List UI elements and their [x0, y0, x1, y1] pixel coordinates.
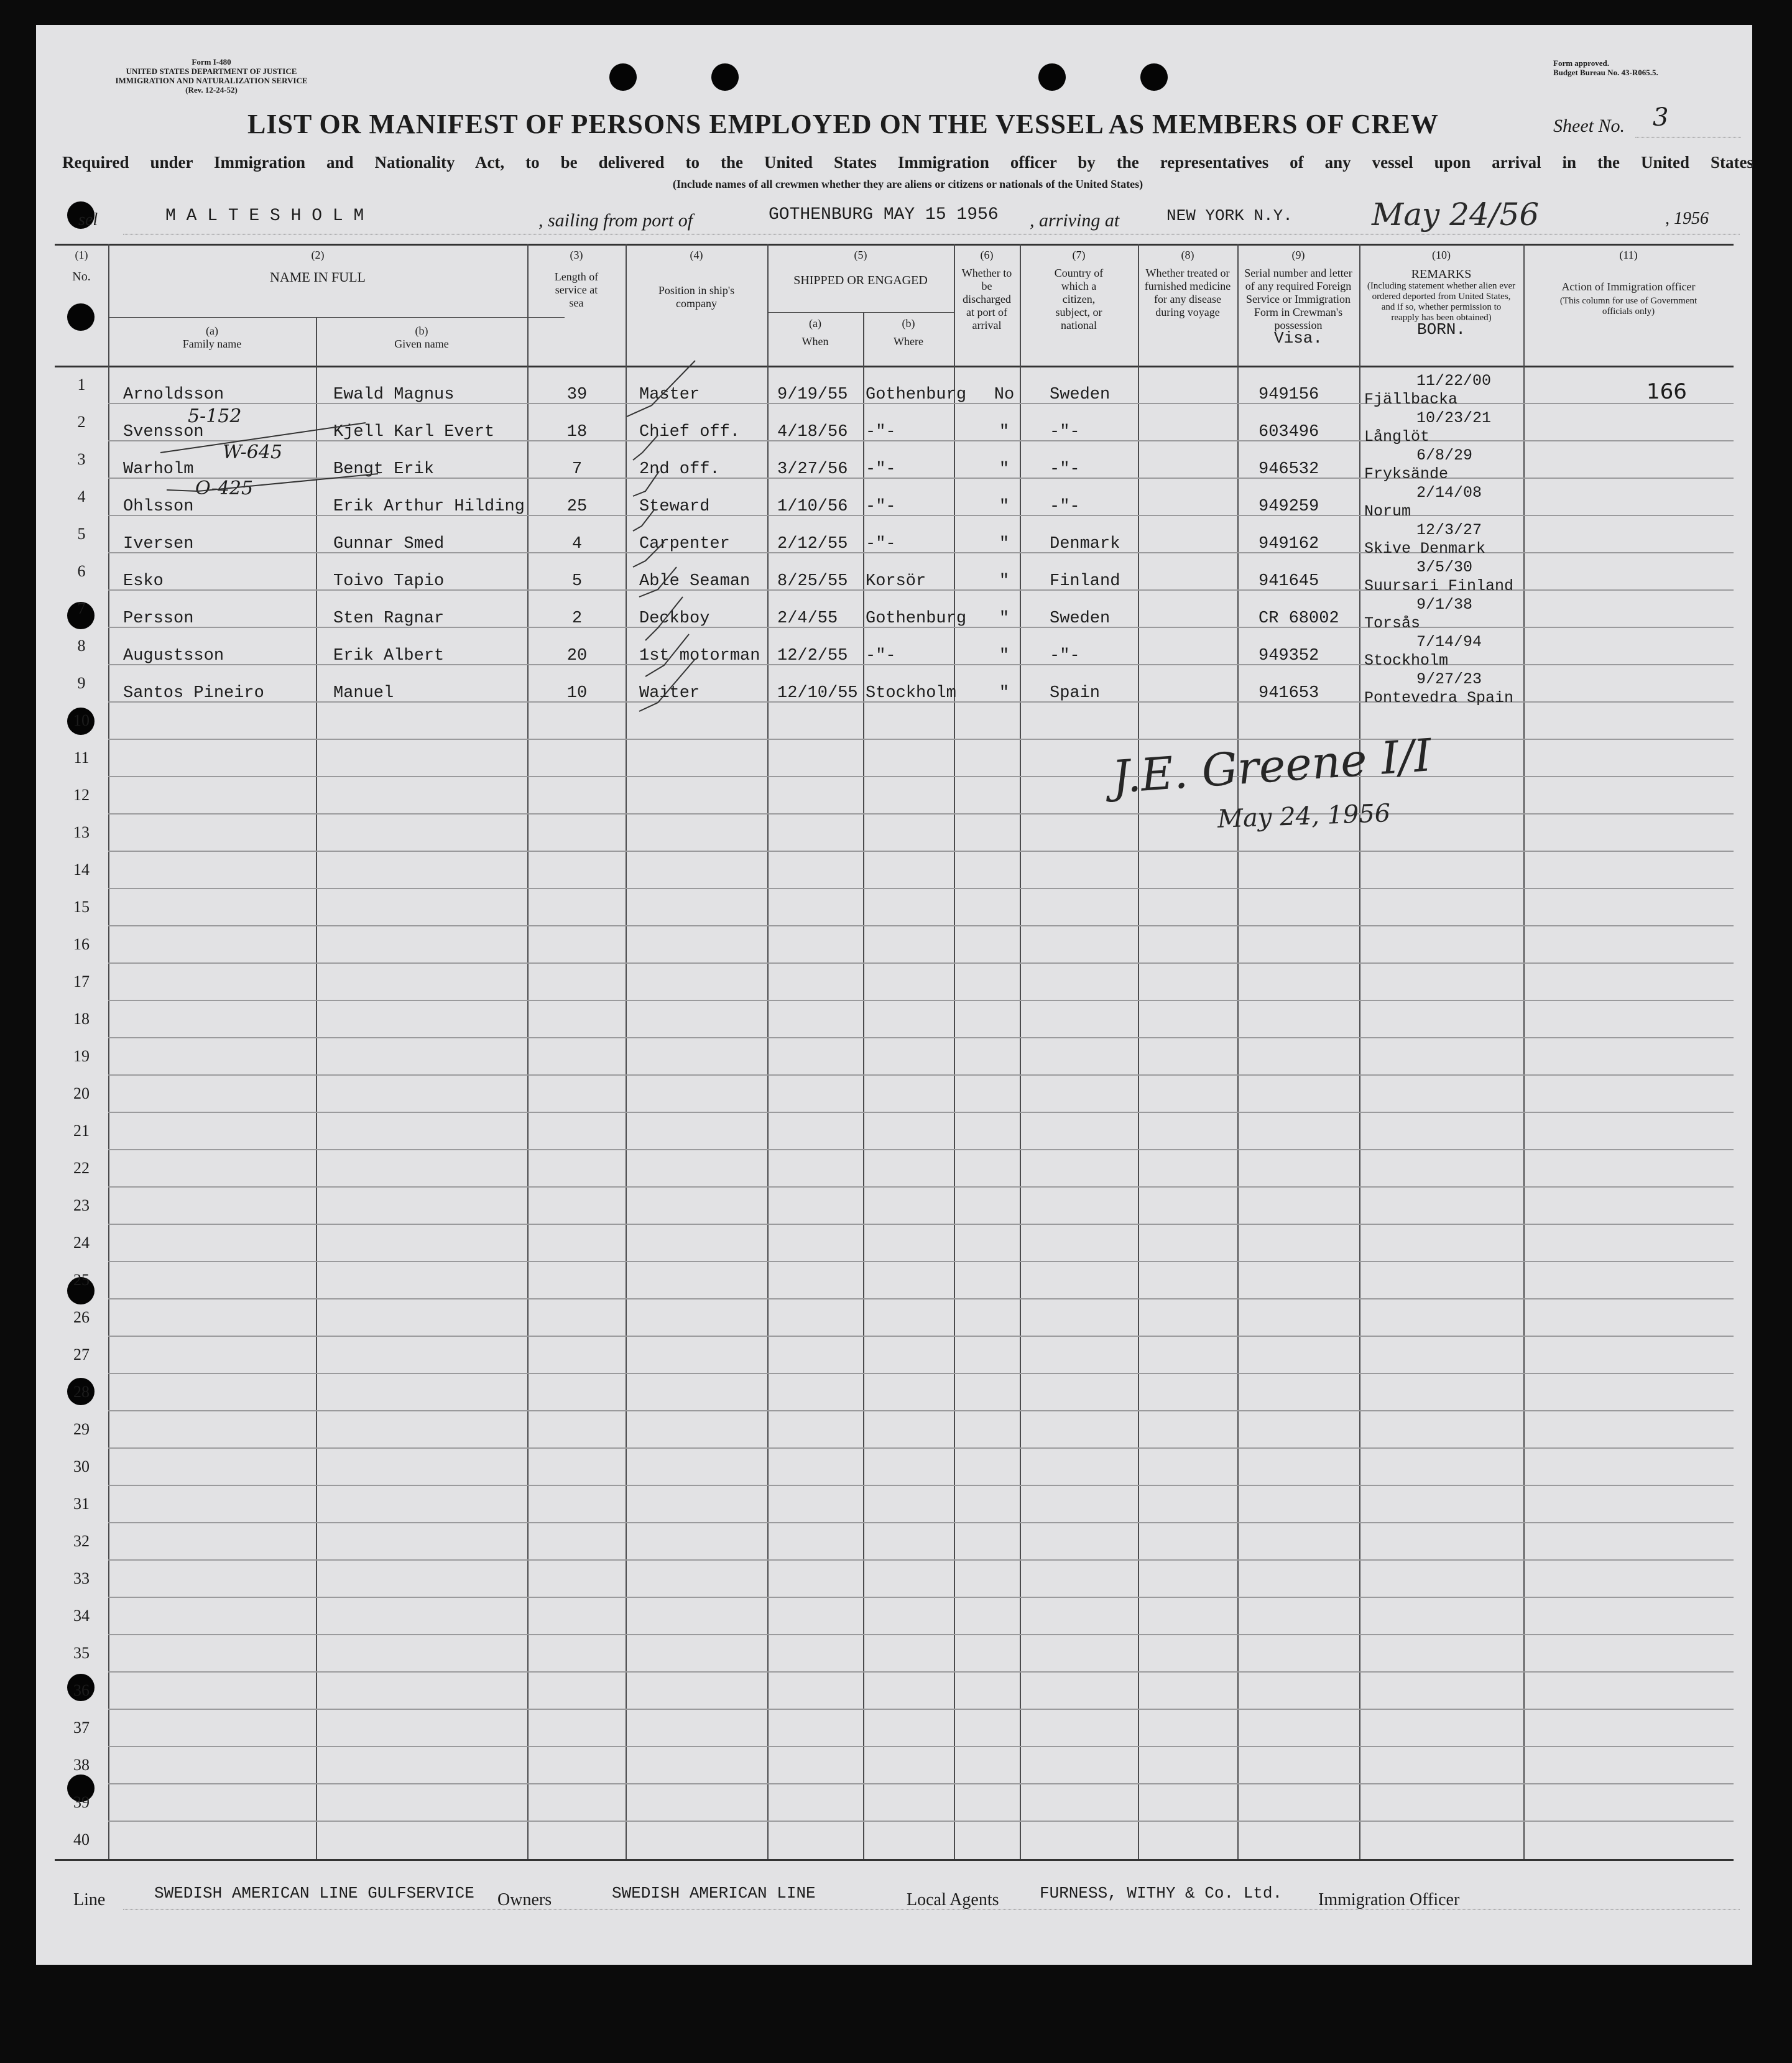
check-mark: [639, 659, 695, 711]
row-number: 31: [73, 1495, 90, 1513]
row-rule: [108, 1746, 1734, 1747]
row-number: 29: [73, 1420, 90, 1438]
column-rule: [527, 244, 529, 1859]
row-rule: [108, 962, 1734, 964]
agents-value: FURNESS, WITHY & Co. Ltd.: [1040, 1884, 1283, 1903]
check-marks: [614, 336, 739, 721]
col2-number: (2): [311, 249, 325, 261]
col2b-header: [316, 325, 527, 351]
column-rule: [316, 317, 317, 1859]
hand-strokes: [154, 404, 378, 504]
family-name: Svensson: [123, 423, 204, 441]
col4-header: [626, 249, 767, 310]
given-name: Sten Ragnar: [333, 609, 445, 628]
arriving-label: , arriving at: [1030, 210, 1120, 231]
country: Spain: [1050, 684, 1101, 703]
row-rule: [108, 1709, 1734, 1710]
given-name: Gunnar Smed: [333, 535, 445, 553]
hand-annotation-row2: 5-152: [188, 405, 242, 427]
check-mark: [633, 435, 658, 460]
row-number: 36: [73, 1681, 90, 1699]
table-header-rule: [55, 366, 1734, 367]
row-number: 5: [77, 525, 86, 543]
col1-header: [55, 249, 108, 284]
approval-block: [1553, 58, 1740, 77]
line-value: SWEDISH AMERICAN LINE GULFSERVICE: [154, 1884, 474, 1903]
col10-number: (10): [1432, 249, 1451, 261]
row-rule: [108, 851, 1734, 852]
shipped-when: 2/12/55: [777, 535, 848, 553]
row-number: 19: [73, 1047, 90, 1065]
col3-header: [527, 249, 626, 310]
row-number: 17: [73, 972, 90, 990]
officer-signature: J.E. Greene I/I: [1110, 729, 1433, 803]
discharged: ": [999, 609, 1010, 628]
table-bottom-rule: [55, 1859, 1734, 1861]
discharged: No: [994, 385, 1015, 404]
col7-header: [1020, 249, 1138, 332]
hand-stroke: [160, 423, 366, 453]
service-length: 2: [571, 609, 583, 628]
shipped-when: 4/18/56: [777, 423, 848, 441]
row-rule: [108, 1522, 1734, 1523]
col1-number: (1): [75, 249, 88, 261]
check-mark: [633, 471, 659, 496]
discharged: ": [999, 460, 1010, 479]
signature-date: May 24, 1956: [1217, 799, 1391, 834]
sailing-label: , sailing from port of: [538, 210, 693, 231]
row-number: 24: [73, 1234, 90, 1252]
vessel-label: sel: [78, 210, 98, 229]
discharged: ": [999, 497, 1010, 516]
row-rule: [108, 1186, 1734, 1188]
discharged: ": [999, 684, 1010, 703]
check-mark: [633, 542, 664, 567]
row-rule: [108, 1074, 1734, 1076]
col2a-number: (a): [206, 325, 218, 337]
col11-number: (11): [1619, 249, 1638, 261]
row-rule: [108, 1037, 1734, 1038]
shipped-when: 8/25/55: [777, 572, 848, 591]
arrival-date-handwritten: May 24/56: [1372, 196, 1540, 233]
position: Carpenter: [639, 535, 730, 553]
visa-serial: 949259: [1259, 497, 1319, 516]
col11-header: [1523, 249, 1734, 317]
form-approved: Form approved.: [1553, 58, 1610, 68]
col3-number: (3): [570, 249, 583, 261]
page-title: LIST OR MANIFEST OF PERSONS EMPLOYED ON THE VESSEL AS MEMBERS OF CREW: [247, 109, 1439, 139]
row-rule: [108, 1373, 1734, 1374]
row-number: 23: [73, 1196, 90, 1214]
punch-hole: [1038, 63, 1066, 91]
family-name: Esko: [123, 572, 164, 591]
service-length: 18: [566, 423, 588, 441]
manifest-sheet: [36, 25, 1752, 1965]
country: -"-: [1050, 647, 1080, 665]
position: 2nd off.: [639, 460, 720, 479]
row-number: 28: [73, 1383, 90, 1401]
subtitle: Required under Immigration and Nationality Act, to be delivered to the United States Immigration officer by the representatives of any vessel upon arrival in the United States: [62, 153, 1753, 172]
check-mark: [639, 567, 677, 597]
col7-number: (7): [1072, 249, 1086, 261]
born-date: 12/3/27: [1416, 521, 1482, 539]
col5-header: [767, 249, 954, 287]
arriving-port: NEW YORK N.Y.: [1166, 206, 1293, 225]
born-place: Skive Denmark: [1364, 540, 1486, 558]
col4-number: (4): [690, 249, 703, 261]
position: Steward: [639, 497, 710, 516]
visa-serial: 949352: [1259, 647, 1319, 665]
row-number: 40: [73, 1830, 90, 1848]
row-rule: [108, 1112, 1734, 1113]
col2a-label: Family name: [182, 338, 242, 350]
col6-number: (6): [980, 249, 994, 261]
form-department: UNITED STATES DEPARTMENT OF JUSTICE: [126, 67, 297, 76]
check-mark: [645, 634, 689, 676]
col1-label: No.: [72, 270, 91, 284]
punch-hole: [67, 303, 95, 331]
row-rule: [108, 1224, 1734, 1225]
visa-serial: 941653: [1259, 684, 1319, 703]
shipped-where: -"-: [866, 535, 896, 553]
form-number: Form I-480: [192, 57, 231, 67]
shipped-where: Gothenburg: [866, 385, 967, 404]
year-label: , 1956: [1665, 209, 1709, 228]
col6-label: Whether to be discharged at port of arrival: [961, 267, 1012, 331]
col5b-number: (b): [902, 317, 915, 330]
row-rule: [108, 1671, 1734, 1673]
row-number: 38: [73, 1756, 90, 1774]
shipped-where: Stockholm: [866, 684, 956, 703]
row-number: 10: [73, 711, 90, 729]
born-place: Pontevedra Spain: [1364, 689, 1514, 707]
row-number: 11: [73, 749, 90, 767]
row-rule: [108, 1559, 1734, 1561]
service-length: 4: [571, 535, 583, 553]
family-name: Santos Pineiro: [123, 684, 264, 703]
shipped-where: -"-: [866, 460, 896, 479]
visa-serial: 949162: [1259, 535, 1319, 553]
immigration-officer-label: Immigration Officer: [1318, 1890, 1460, 1909]
country: Finland: [1050, 572, 1120, 591]
service-length: 39: [566, 385, 588, 404]
row-number: 27: [73, 1345, 90, 1364]
shipped-where: Gothenburg: [866, 609, 967, 628]
born-date: 9/27/23: [1416, 670, 1482, 688]
hand-annotation-row4: O-425: [195, 478, 254, 499]
col9-label: Serial number and letter of any required Foreign Service or Immigration Form in Crewman's possession: [1244, 267, 1352, 331]
position: Able Seaman: [639, 572, 751, 591]
given-name: Kjell Karl Evert: [333, 423, 495, 441]
row-rule: [108, 813, 1734, 815]
row-number: 25: [73, 1271, 90, 1289]
born-date: 11/22/00: [1416, 372, 1492, 390]
row-rule: [108, 1485, 1734, 1486]
discharged: ": [999, 572, 1010, 591]
check-mark: [633, 510, 654, 531]
row-rule: [108, 1000, 1734, 1001]
col11-note: (This column for use of Government officials only): [1559, 296, 1697, 316]
given-name: Erik Arthur Hilding: [333, 497, 525, 516]
col10-header: [1359, 249, 1523, 339]
country: -"-: [1050, 423, 1080, 441]
discharged: ": [999, 535, 1010, 553]
shipped-when: 1/10/56: [777, 497, 848, 516]
visa-serial: 941645: [1259, 572, 1319, 591]
vessel-name: M A L T E S H O L M: [165, 206, 364, 226]
position: 1st motorman: [639, 647, 760, 665]
column-rule: [863, 312, 864, 1859]
row-number: 37: [73, 1719, 90, 1737]
hand-annotation-row3: W-645: [223, 441, 283, 463]
check-mark: [645, 597, 683, 640]
country: -"-: [1050, 497, 1080, 516]
owners-value: SWEDISH AMERICAN LINE: [612, 1884, 816, 1903]
owners-label: Owners: [497, 1890, 552, 1909]
line-label: Line: [73, 1890, 106, 1909]
col2-label: NAME IN FULL: [270, 269, 366, 285]
hand-stroke: [167, 474, 378, 491]
col10-typed-label: BORN.: [1416, 320, 1466, 339]
shipped-where: -"-: [866, 497, 896, 516]
row-number: 8: [77, 637, 86, 655]
born-date: 9/1/38: [1416, 596, 1473, 614]
born-place: Torsås: [1364, 614, 1421, 632]
row-number: 30: [73, 1457, 90, 1475]
given-name: Erik Albert: [333, 647, 445, 665]
col2b-number: (b): [415, 325, 428, 337]
col5a-number: (a): [809, 317, 821, 330]
form-id-block: [68, 57, 354, 95]
row-number: 20: [73, 1084, 90, 1102]
family-name: Iversen: [123, 535, 194, 553]
row-number: 12: [73, 786, 90, 804]
born-date: 7/14/94: [1416, 633, 1482, 651]
position: Waiter: [639, 684, 700, 703]
family-name: Arnoldsson: [123, 385, 224, 404]
service-length: 25: [566, 497, 588, 516]
row-rule: [108, 1597, 1734, 1598]
born-place: Stockholm: [1364, 652, 1449, 670]
visa-serial: 946532: [1259, 460, 1319, 479]
row-number: 13: [73, 823, 90, 841]
row-rule: [108, 739, 1734, 740]
country: Denmark: [1050, 535, 1120, 553]
col11-label: Action of Immigration officer: [1561, 280, 1696, 293]
born-place: Långlöt: [1364, 428, 1430, 446]
born-date: 10/23/21: [1416, 409, 1492, 427]
row-number: 39: [73, 1793, 90, 1811]
row-rule: [108, 1149, 1734, 1150]
family-name: Persson: [123, 609, 194, 628]
col3-label: Length of service at sea: [554, 270, 599, 309]
position: Master: [639, 385, 700, 404]
check-mark: [627, 361, 695, 417]
form-revision: (Rev. 12-24-52): [185, 85, 238, 95]
col4-label: Position in ship's company: [658, 284, 735, 310]
country: -"-: [1050, 460, 1080, 479]
col5b-label: Where: [894, 335, 923, 348]
visa-serial: 949156: [1259, 385, 1319, 404]
row-number: 35: [73, 1644, 90, 1662]
shipped-when: 12/10/55: [777, 684, 858, 703]
column-rule: [1523, 244, 1525, 1859]
col5a-header: [767, 317, 863, 348]
discharged: ": [999, 423, 1010, 441]
subtitle-note: (Include names of all crewmen whether they are aliens or citizens or nationals of the United States): [672, 178, 1143, 190]
visa-serial: CR 68002: [1259, 609, 1339, 628]
sheet-label: Sheet No.: [1553, 116, 1625, 136]
col8-header: [1138, 249, 1237, 319]
service-length: 10: [566, 684, 588, 703]
name-subheader-rule: [108, 317, 565, 318]
service-length: 5: [571, 572, 583, 591]
column-rule: [1138, 244, 1139, 1859]
family-name: Warholm: [123, 460, 194, 479]
row-rule: [108, 1447, 1734, 1449]
column-rule: [1020, 244, 1021, 1859]
given-name: Manuel: [333, 684, 394, 703]
col9-number: (9): [1291, 249, 1305, 261]
shipped-when: 3/27/56: [777, 460, 848, 479]
shipped-where: -"-: [866, 423, 896, 441]
row-rule: [108, 1634, 1734, 1635]
born-place: Fryksände: [1364, 465, 1449, 483]
row-number: 22: [73, 1159, 90, 1177]
row-number: 3: [77, 450, 86, 468]
row-number: 9: [77, 674, 86, 692]
col5a-label: When: [801, 335, 829, 348]
row-number: 34: [73, 1607, 90, 1625]
shipped-where: -"-: [866, 647, 896, 665]
family-name: Augustsson: [123, 647, 224, 665]
born-date: 6/8/29: [1416, 446, 1473, 464]
agents-label: Local Agents: [907, 1890, 999, 1909]
family-name: Ohlsson: [123, 497, 194, 516]
form-service: IMMIGRATION AND NATURALIZATION SERVICE: [115, 76, 308, 85]
shipped-when: 12/2/55: [777, 647, 848, 665]
row-rule: [108, 1783, 1734, 1784]
row-number: 32: [73, 1532, 90, 1550]
col10-note: (Including statement whether alien ever ordered deported from United States, and if so, whether permission to reapply has been obtained): [1367, 281, 1516, 323]
given-name: Ewald Magnus: [333, 385, 455, 404]
punch-hole: [1140, 63, 1168, 91]
row-number: 21: [73, 1122, 90, 1140]
row-number: 2: [77, 413, 86, 431]
col5-label: SHIPPED OR ENGAGED: [793, 274, 928, 287]
row-number: 14: [73, 861, 90, 879]
column-rule: [1237, 244, 1239, 1859]
row-number: 15: [73, 898, 90, 916]
row-number: 16: [73, 935, 90, 953]
row-number: 18: [73, 1010, 90, 1028]
shipped-subheader-rule: [767, 312, 954, 313]
column-rule: [954, 244, 955, 1859]
col7-label: Country of which a citizen, subject, or national: [1054, 267, 1104, 331]
row-rule: [108, 1261, 1734, 1262]
col9-header: [1237, 249, 1359, 348]
given-name: Bengt Erik: [333, 460, 435, 479]
row-rule: [108, 1336, 1734, 1337]
row-rule: [108, 925, 1734, 926]
col5b-header: [863, 317, 954, 348]
born-place: Fjällbacka: [1364, 390, 1458, 408]
table-top-rule: [55, 244, 1734, 246]
row-number: 1: [77, 376, 86, 394]
col5-number: (5): [854, 249, 867, 261]
sailing-port: GOTHENBURG MAY 15 1956: [769, 205, 999, 224]
punch-hole: [609, 63, 637, 91]
shipped-where: Korsör: [866, 572, 926, 591]
col9-typed-label: Visa.: [1273, 329, 1323, 348]
row-number: 33: [73, 1569, 90, 1587]
born-date: 2/14/08: [1416, 484, 1482, 502]
shipped-when: 2/4/55: [777, 609, 838, 628]
born-date: 3/5/30: [1416, 558, 1473, 576]
given-name: Toivo Tapio: [333, 572, 445, 591]
position: Chief off.: [639, 423, 741, 441]
visa-serial: 603496: [1259, 423, 1319, 441]
row-rule: [108, 888, 1734, 889]
row-rule: [108, 1410, 1734, 1411]
col2-header: [108, 249, 527, 284]
row-number: 4: [77, 487, 86, 505]
budget-bureau: Budget Bureau No. 43-R065.5.: [1553, 68, 1658, 77]
service-length: 7: [571, 460, 583, 479]
col8-number: (8): [1181, 249, 1194, 261]
born-place: Suursari Finland: [1364, 577, 1514, 595]
col2b-label: Given name: [394, 338, 449, 350]
column-rule: [767, 244, 769, 1859]
row-rule: [108, 776, 1734, 777]
column-rule: [1359, 244, 1360, 1859]
row-number: 7: [77, 599, 86, 617]
col2a-header: [108, 325, 316, 351]
shipped-when: 9/19/55: [777, 385, 848, 404]
officer-action: 166: [1647, 379, 1687, 404]
sheet-number: 3: [1653, 103, 1669, 132]
row-rule: [108, 1298, 1734, 1299]
position: Deckboy: [639, 609, 710, 628]
row-number: 6: [77, 562, 86, 580]
punch-hole: [711, 63, 739, 91]
country: Sweden: [1050, 609, 1111, 628]
row-rule: [108, 1821, 1734, 1822]
col8-label: Whether treated or furnished medicine for any disease during voyage: [1144, 267, 1231, 318]
born-place: Norum: [1364, 502, 1411, 520]
col6-header: [954, 249, 1020, 332]
service-length: 20: [566, 647, 588, 665]
row-number: 26: [73, 1308, 90, 1326]
col10-label: REMARKS: [1411, 267, 1472, 281]
discharged: ": [999, 647, 1010, 665]
country: Sweden: [1050, 385, 1111, 404]
